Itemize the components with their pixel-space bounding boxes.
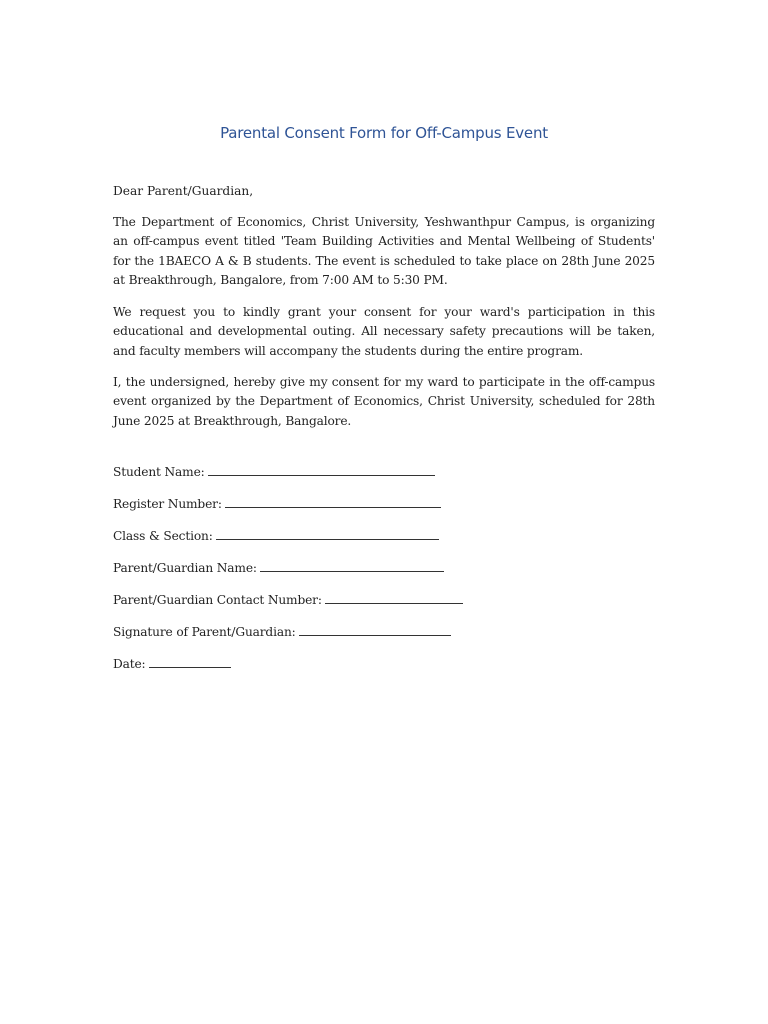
paragraph-event-details: The Department of Economics, Christ University, Yeshwanthpur Campus, is organizing an off-campus event titled 'Team Building Activities and Mental Wellbeing of Students' for the 1BAECO A & B students. The event is scheduled to take place on 28th June 2025 at Breakthrough, Bangalore, from 7:00 AM to 5:30 PM. [113, 215, 655, 287]
field-guardian-signature [113, 622, 451, 642]
field-guardian-name [113, 558, 444, 578]
date-blank[interactable] [149, 654, 231, 668]
guardian-contact-blank[interactable] [325, 590, 463, 604]
document-title: Parental Consent Form for Off-Campus Event [220, 124, 548, 142]
paragraph-consent-request: We request you to kindly grant your consent for your ward's participation in this educational and developmental outing. All necessary safety precautions will be taken, and faculty members will accompany the students during the entire program. [113, 305, 655, 358]
field-label: Parent/Guardian Name: [113, 561, 257, 575]
salutation: Dear Parent/Guardian, [113, 184, 254, 198]
field-label: Register Number: [113, 497, 222, 511]
register-number-blank[interactable] [225, 494, 441, 508]
field-class-section [113, 526, 439, 546]
student-name-blank[interactable] [208, 462, 435, 476]
guardian-name-blank[interactable] [260, 558, 444, 572]
field-label: Parent/Guardian Contact Number: [113, 593, 322, 607]
guardian-signature-blank[interactable] [299, 622, 451, 636]
field-student-name [113, 462, 435, 482]
field-label: Date: [113, 657, 146, 671]
field-label: Student Name: [113, 465, 205, 479]
class-section-blank[interactable] [216, 526, 439, 540]
paragraph-consent-statement: I, the undersigned, hereby give my consent for my ward to participate in the off-campus event organized by the Department of Economics, Christ University, scheduled for 28th June 2025 at Breakthrough, Bangalore. [113, 375, 655, 428]
field-register-number [113, 494, 441, 514]
field-label: Class & Section: [113, 529, 213, 543]
field-date [113, 654, 231, 674]
field-label: Signature of Parent/Guardian: [113, 625, 296, 639]
field-guardian-contact [113, 590, 463, 610]
